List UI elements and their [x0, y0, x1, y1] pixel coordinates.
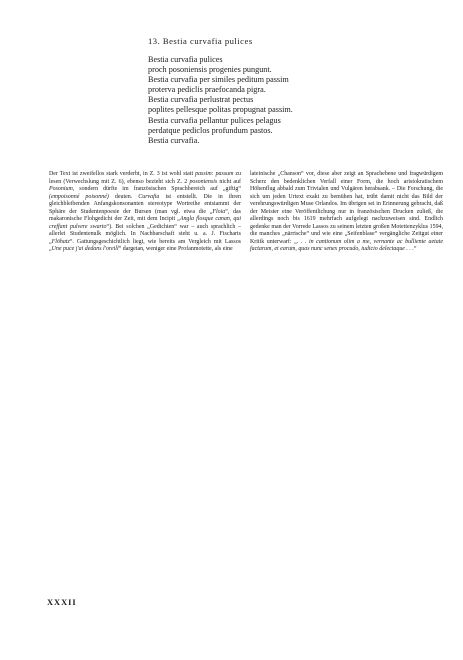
text-run: “. Gattungsgeschichtlich liegt, wie bereits am Vergleich mit Lassos „ — [49, 238, 241, 253]
italic-text: passim: passum — [195, 171, 234, 177]
commentary-left-column — [49, 171, 241, 254]
poem-line: proterva pediclis praefocanda pigra. — [148, 85, 266, 95]
poem-line: Bestia curvafia perlustrat pectus — [148, 95, 254, 105]
text-run: Der Text ist zweifellos stark verderbt, in Z. 3 ist wohl statt — [49, 171, 196, 177]
commentary-paragraph — [49, 171, 241, 254]
commentary-right-column — [250, 171, 443, 254]
text-run: deuten. — [108, 193, 139, 200]
italic-text: Angla flosque canan, qui creffant pulvere swarto — [49, 216, 241, 230]
poem-line: Bestia curvafia pulices — [148, 55, 223, 64]
poem-line: proch posoniensis progenies pungunt. — [148, 65, 272, 75]
page-number: XXXII — [47, 598, 77, 607]
text-run: nicht auf — [217, 178, 241, 185]
text-run: “, das makaronische Flohgedicht der Zeit, mit dem Incipit „ — [49, 208, 241, 223]
poem-line: poplites pellesque politas propugnat passim. — [148, 105, 293, 115]
text-run: , sondern dürfte im französischen Sprachbereich auf „giftig“ — [72, 186, 241, 193]
text-run: “ dargetan, weniger eine Profanmotette, als eine — [118, 246, 233, 253]
text-run: ist entstellt. Die in ihren gleichbleibenden Anfangskonsonanten stereotype Wortreihe entstammt der Sphäre der Studentenpoesie der Bursen (man vgl. etwa die „ — [49, 193, 241, 215]
italic-text: Flöhatz — [51, 238, 70, 245]
italic-text: Posonium — [49, 186, 73, 193]
italic-text: Floia — [212, 208, 226, 215]
poem-title: 13. Bestia curvafia pulices — [148, 36, 253, 46]
italic-text: in cantionum olim a me, vernante ac bulliente aetate factarum, et earum, quas nunc senex procudo, iudicio delectaque . . . — [250, 238, 443, 253]
text-run: “ — [413, 246, 417, 253]
italic-text: Une puce j'ai dedans l'oreill — [51, 246, 119, 253]
poem-line: Bestia curvafia per similes peditum passim — [148, 75, 289, 85]
poem-line: perdatque pediclos profundum pastos. — [148, 125, 273, 135]
italic-text: posoniensis — [189, 178, 218, 185]
poem-line: Bestia curvafia. — [148, 135, 200, 145]
poem-line: Bestia curvafia pellantur pulices pelagus — [148, 115, 281, 125]
text-run: lateinische „Chanson“ vor, diese aber zeigt an Sprachebene und fragwürdigem Scherz den bedenklichen Verfall einer Form, die hoch aristokratischem Höhenflug abbald zum Trivialen und Vulgären herabsank. – Die Forschung, die sich um jeden Urtext exakt zu bemühen hat, trübt damit nicht das Bild der verehrungswürdigen Muse Orlandos. Im übrigen sei in Erinnerung gebracht, daß der Meister eine Veröffentlichung nur in französischen Drucken zuließ, die allerdings noch bis 1619 mehrfach aufgelegt nachzuweisen sind. Endlich gedenke man der Vorrede Lassos zu seinem letzten großen Motettenzyklus 1594, die manches „närrische“ und wie eine „Seifenblase“ vergängliche Zeitgut einer Kritik unterwarf: „. . . — [250, 171, 443, 245]
italic-text: Curvafia — [138, 193, 160, 200]
text-run: “). Bei solchen „Gedichten“ war – auch sprachlich – allerlei Studentenulk möglich. In Nachbarschaft steht u. a. J. Fischarts „ — [49, 223, 241, 245]
commentary-paragraph — [250, 171, 443, 254]
italic-text: (empoisonné poisonné) — [49, 193, 109, 200]
poem-lines — [148, 55, 388, 146]
poem-block — [148, 36, 388, 146]
text-run: zu lesen (Verwechslung mit Z. 6), ebenso bezieht sich Z. 2 — [49, 171, 242, 185]
